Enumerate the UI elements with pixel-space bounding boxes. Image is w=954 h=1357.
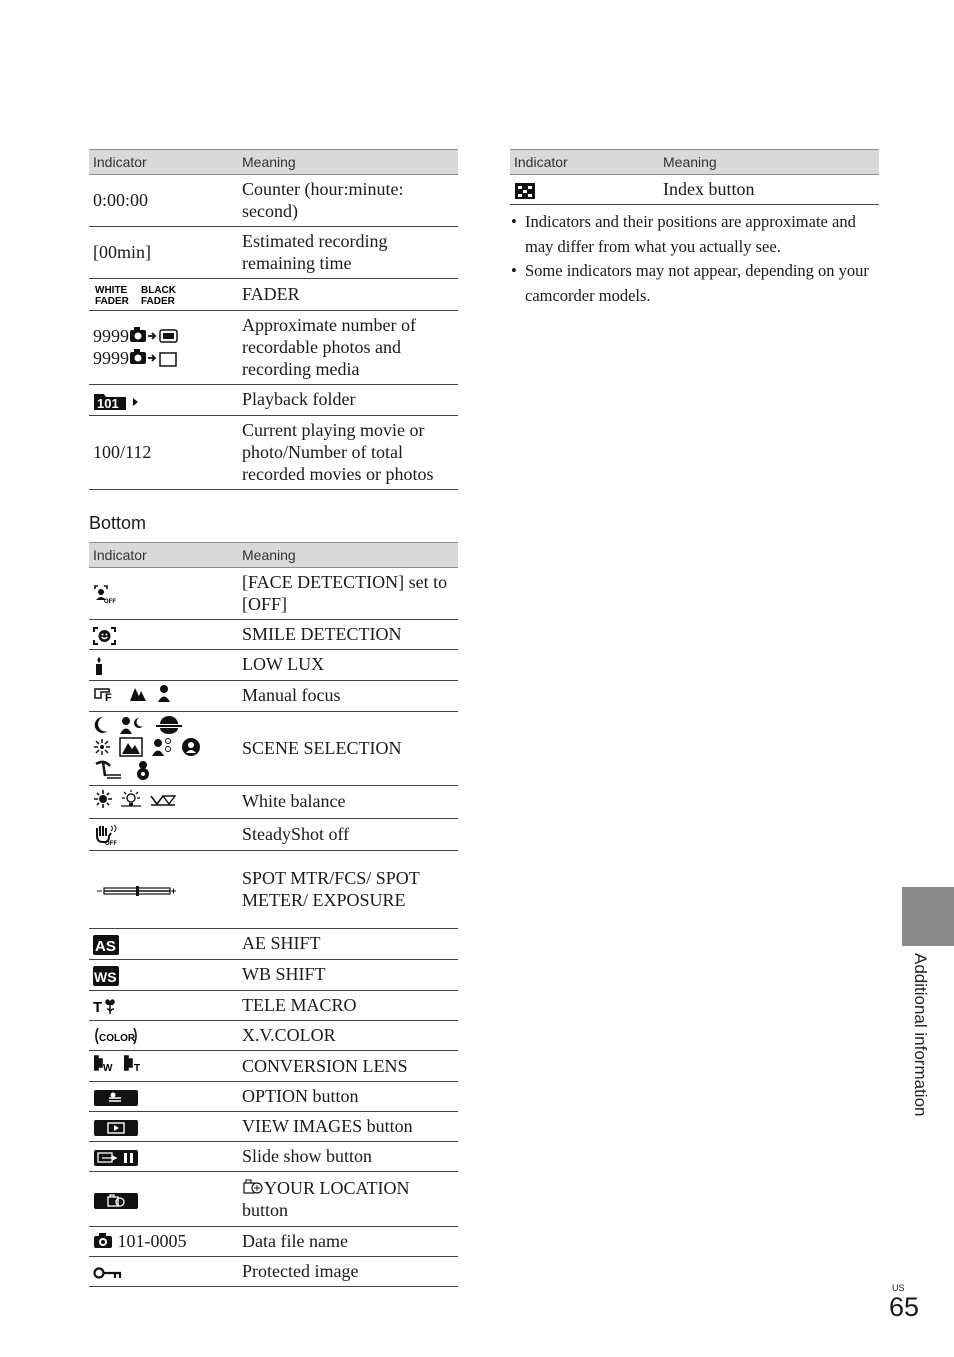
- low-lux-icon: [93, 656, 105, 676]
- fader-white-label: WHITE: [95, 284, 128, 296]
- indicator-cell: [89, 711, 238, 785]
- indicator-cell: [89, 620, 238, 650]
- table-row: [89, 1051, 458, 1082]
- fireworks-icon: [93, 738, 111, 756]
- meaning-cell: Data file name: [238, 1227, 458, 1257]
- table-row: [89, 227, 458, 279]
- portrait-icon: [151, 737, 173, 757]
- white-black-fader-icon: [93, 284, 183, 306]
- meaning-cell: SteadyShot off: [238, 818, 458, 850]
- one-push-wb-icon: [149, 790, 177, 808]
- note-item: • Some indicators may not appear, depending on your camcorder models.: [510, 259, 880, 308]
- meaning-cell: Manual focus: [238, 680, 458, 711]
- indicator-cell: [89, 1227, 238, 1257]
- header-indicator: Indicator: [89, 150, 238, 175]
- table-row: [89, 1257, 458, 1287]
- mountain-icon: [129, 684, 147, 702]
- top-indicator-table: [89, 149, 458, 490]
- file-name-text: 101-0005: [117, 1231, 187, 1252]
- wide-conversion-lens-icon: [93, 1054, 117, 1072]
- indicator-cell: [89, 928, 238, 959]
- side-tab-marker: [902, 887, 954, 946]
- page-region-label: US: [892, 1283, 905, 1293]
- beach-icon: [93, 760, 123, 780]
- xv-color-icon: [93, 1026, 139, 1046]
- meaning-cell: FADER: [238, 279, 458, 311]
- meaning-cell: Estimated recording remaining time: [238, 227, 458, 279]
- svg-text:OFF: OFF: [105, 840, 117, 846]
- key-icon: [93, 1266, 123, 1280]
- table-row: [89, 279, 458, 311]
- table-row: [89, 1082, 458, 1112]
- white-balance-icons: [93, 789, 177, 809]
- table-row: [89, 711, 458, 785]
- section-title-bottom: Bottom: [89, 513, 147, 533]
- bottom-indicator-table: [89, 542, 458, 1287]
- camera-to-internal-memory-icon: [129, 326, 181, 346]
- indoor-bulb-icon: [119, 789, 143, 809]
- indicator-cell: [89, 1020, 238, 1051]
- header-indicator: Indicator: [89, 543, 238, 568]
- indicator-cell: [89, 650, 238, 681]
- scene-selection-icons: [93, 716, 234, 780]
- indicator-cell: [89, 1051, 238, 1082]
- slide-show-button-icon: [93, 1149, 139, 1167]
- location-icon: [242, 1178, 264, 1196]
- smile-detection-icon: [93, 627, 117, 645]
- header-meaning: Meaning: [238, 150, 458, 175]
- tele-macro-icon-text: T: [93, 999, 103, 1016]
- notes-list: [510, 210, 880, 308]
- meaning-cell: SCENE SELECTION: [238, 711, 458, 785]
- option-button-icon: [93, 1089, 139, 1107]
- table-row: [89, 680, 458, 711]
- svg-text:OFF: OFF: [104, 599, 116, 605]
- table-row: [89, 785, 458, 818]
- meaning-cell: Approximate number of recordable photos and recording media: [238, 310, 458, 384]
- table-row: [89, 990, 458, 1020]
- photo-count-2: 9999: [93, 347, 129, 368]
- meaning-cell: Protected image: [238, 1257, 458, 1287]
- your-location-button-icon: [93, 1192, 139, 1210]
- indicator-cell: [89, 850, 238, 928]
- table-row: [89, 650, 458, 681]
- side-section-label: Additional information: [911, 953, 930, 1117]
- night-scene-icon: [93, 716, 109, 734]
- photo-count-line-2: [93, 347, 234, 369]
- table-row: [89, 310, 458, 384]
- table-row: [89, 568, 458, 620]
- table-row: [89, 1172, 458, 1227]
- note-item: • Indicators and their positions are approximate and may differ from what you actually see.: [510, 210, 880, 259]
- meaning-cell: Playback folder: [238, 384, 458, 415]
- indicator-cell: [89, 1257, 238, 1287]
- meaning-cell: LOW LUX: [238, 650, 458, 681]
- person-icon: [157, 684, 171, 702]
- manual-focus-icons: [93, 684, 171, 702]
- table-row: [89, 959, 458, 990]
- svg-text:T: T: [134, 1063, 141, 1073]
- folder-number: 101: [97, 395, 119, 411]
- table-header: [89, 150, 458, 175]
- table-row: [89, 818, 458, 850]
- table-row: [89, 928, 458, 959]
- meaning-cell: OPTION button: [238, 1082, 458, 1112]
- meaning-cell: X.V.COLOR: [238, 1020, 458, 1051]
- table-row: [89, 1227, 458, 1257]
- table-row: [89, 850, 458, 928]
- indicator-cell: [00min]: [89, 227, 238, 279]
- meaning-text: YOUR LOCATION button: [242, 1177, 410, 1220]
- table-header: [510, 150, 879, 175]
- snow-icon: [135, 760, 151, 780]
- indicator-cell: [89, 310, 238, 384]
- meaning-cell: TELE MACRO: [238, 990, 458, 1020]
- header-meaning: Meaning: [238, 543, 458, 568]
- page-number: 65: [889, 1292, 920, 1322]
- meaning-cell: WB SHIFT: [238, 959, 458, 990]
- steadyshot-off-icon: [93, 824, 119, 846]
- folder-101-icon: [93, 391, 143, 411]
- view-images-button-icon: [93, 1119, 139, 1137]
- meaning-cell: Current playing movie or photo/Number of total recorded movies or photos: [238, 415, 458, 489]
- night-portrait-icon: [119, 716, 145, 734]
- table-header: [89, 543, 458, 568]
- meaning-cell: Counter (hour:minute: second): [238, 175, 458, 227]
- meaning-cell: CONVERSION LENS: [238, 1051, 458, 1082]
- indicator-cell: [89, 959, 238, 990]
- meaning-cell: White balance: [238, 785, 458, 818]
- svg-text:W: W: [103, 1063, 113, 1073]
- header-indicator: Indicator: [510, 150, 659, 175]
- ae-shift-icon-text: AS: [95, 937, 116, 955]
- ae-shift-icon: [93, 935, 119, 955]
- right-indicator-table: [510, 149, 879, 205]
- indicator-cell: [89, 990, 238, 1020]
- indicator-cell: [89, 818, 238, 850]
- meaning-cell: [238, 1172, 458, 1227]
- sunrise-sunset-icon: [155, 716, 183, 734]
- table-row: [89, 175, 458, 227]
- tele-macro-icon: [93, 997, 119, 1015]
- manual-focus-hand-icon: [93, 684, 119, 702]
- meaning-cell: SPOT MTR/FCS/ SPOT METER/ EXPOSURE: [238, 850, 458, 928]
- table-row: [89, 1112, 458, 1142]
- table-row: [89, 1142, 458, 1172]
- meaning-cell: Index button: [659, 175, 879, 205]
- header-meaning: Meaning: [659, 150, 879, 175]
- xv-color-icon-text: COLOR: [99, 1033, 136, 1045]
- wb-shift-icon: [93, 966, 119, 986]
- indicator-cell: [89, 1112, 238, 1142]
- indicator-cell: 100/112: [89, 415, 238, 489]
- index-button-icon: [514, 182, 536, 200]
- wb-shift-icon-text: WS: [94, 968, 117, 985]
- meaning-cell: Slide show button: [238, 1142, 458, 1172]
- fader-white-sub: FADER: [95, 295, 129, 306]
- indicator-cell: [89, 568, 238, 620]
- spotlight-icon: [181, 737, 201, 757]
- meaning-cell: [FACE DETECTION] set to [OFF]: [238, 568, 458, 620]
- camera-icon: [93, 1233, 113, 1249]
- spot-meter-slider-icon: [93, 885, 177, 897]
- photo-count-line-1: [93, 325, 234, 347]
- face-detection-off-icon: [93, 584, 119, 604]
- landscape-icon: [119, 737, 143, 757]
- indicator-cell: [510, 175, 659, 205]
- table-row: [89, 384, 458, 415]
- table-row: [89, 1020, 458, 1051]
- indicator-cell: [89, 785, 238, 818]
- svg-text:F: F: [105, 691, 112, 702]
- indicator-cell: [89, 1082, 238, 1112]
- table-row: [89, 415, 458, 489]
- photo-count-1: 9999: [93, 325, 129, 346]
- indicator-cell: [89, 1142, 238, 1172]
- indicator-cell: [89, 279, 238, 311]
- meaning-cell: SMILE DETECTION: [238, 620, 458, 650]
- outdoor-sun-icon: [93, 789, 113, 809]
- indicator-cell: [89, 680, 238, 711]
- table-row: [510, 175, 879, 205]
- indicator-cell: [89, 1172, 238, 1227]
- fader-black-label: BLACK: [141, 284, 176, 296]
- indicator-cell: 0:00:00: [89, 175, 238, 227]
- fader-black-sub: FADER: [141, 295, 175, 306]
- meaning-cell: VIEW IMAGES button: [238, 1112, 458, 1142]
- tele-conversion-lens-icon: [123, 1054, 145, 1072]
- meaning-cell: AE SHIFT: [238, 928, 458, 959]
- conversion-lens-icons: [93, 1054, 145, 1072]
- table-row: [89, 620, 458, 650]
- indicator-cell: [89, 384, 238, 415]
- camera-to-memory-card-icon: [129, 348, 181, 368]
